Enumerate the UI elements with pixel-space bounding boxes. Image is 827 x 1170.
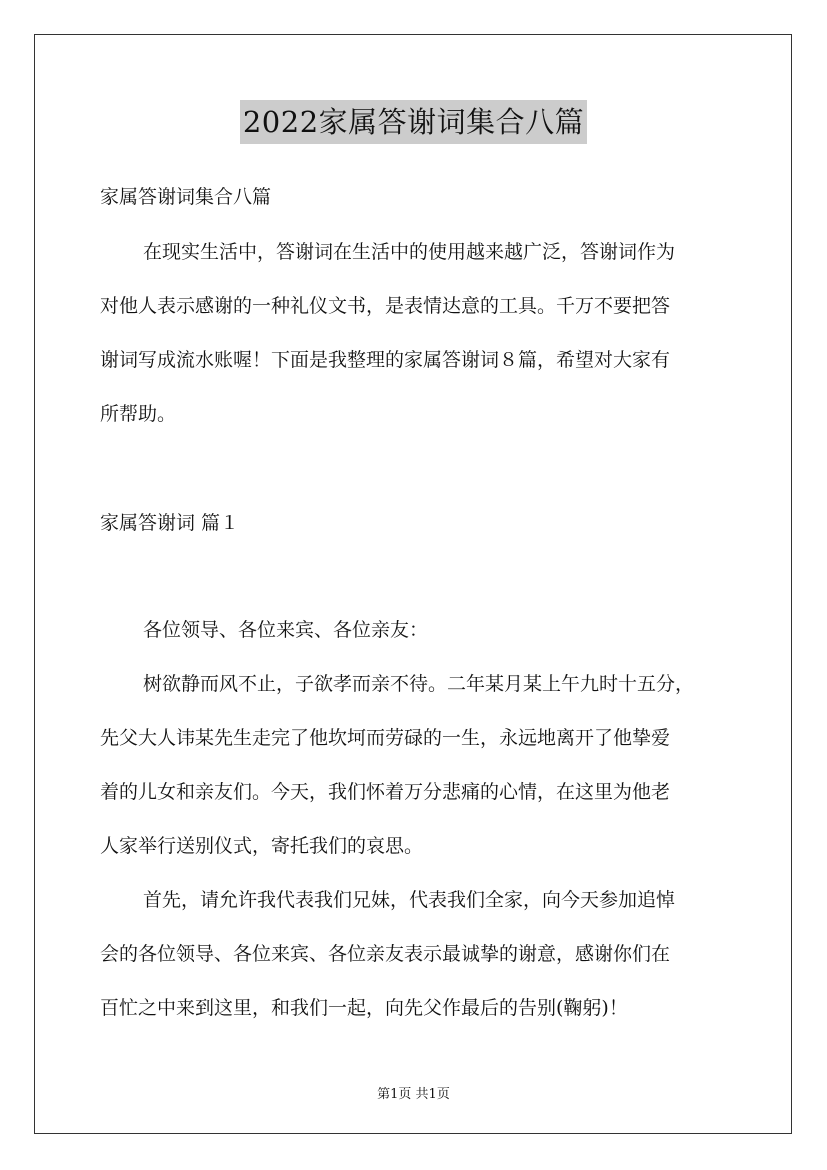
intro-line-3: 谢词写成流水账喔！下面是我整理的家属答谢词８篇，希望对大家有 xyxy=(100,349,671,371)
section-heading: 家属答谢词 篇１ xyxy=(100,512,240,534)
title-container xyxy=(0,100,827,144)
paragraph1-line-3: 着的儿女和亲友们。今天，我们怀着万分悲痛的心情，在这里为他老 xyxy=(100,781,671,803)
salutation: 各位领导、各位来宾、各位亲友： xyxy=(143,619,429,641)
intro-line-1: 在现实生活中，答谢词在生活中的使用越来越广泛，答谢词作为 xyxy=(143,241,676,263)
paragraph1-line-2: 先父大人讳某先生走完了他坎坷而劳碌的一生，永远地离开了他挚爱 xyxy=(100,727,671,749)
document-title: 2022家属答谢词集合八篇 xyxy=(240,100,587,144)
paragraph2-line-3: 百忙之中来到这里，和我们一起，向先父作最后的告别(鞠躬)！ xyxy=(100,997,628,1019)
paragraph1-line-1: 树欲静而风不止，子欲孝而亲不待。二年某月某上午九时十五分， xyxy=(143,673,695,695)
page-footer: 第1页 共1页 xyxy=(377,1087,450,1102)
intro-line-4: 所帮助。 xyxy=(100,403,177,425)
paragraph2-line-1: 首先，请允许我代表我们兄妹，代表我们全家，向今天参加追悼 xyxy=(143,889,676,911)
document-subtitle: 家属答谢词集合八篇 xyxy=(100,186,272,208)
intro-line-2: 对他人表示感谢的一种礼仪文书，是表情达意的工具。千万不要把答 xyxy=(100,295,671,317)
paragraph1-line-4: 人家举行送别仪式，寄托我们的哀思。 xyxy=(100,835,424,857)
paragraph2-line-2: 会的各位领导、各位来宾、各位亲友表示最诚挚的谢意，感谢你们在 xyxy=(100,943,671,965)
